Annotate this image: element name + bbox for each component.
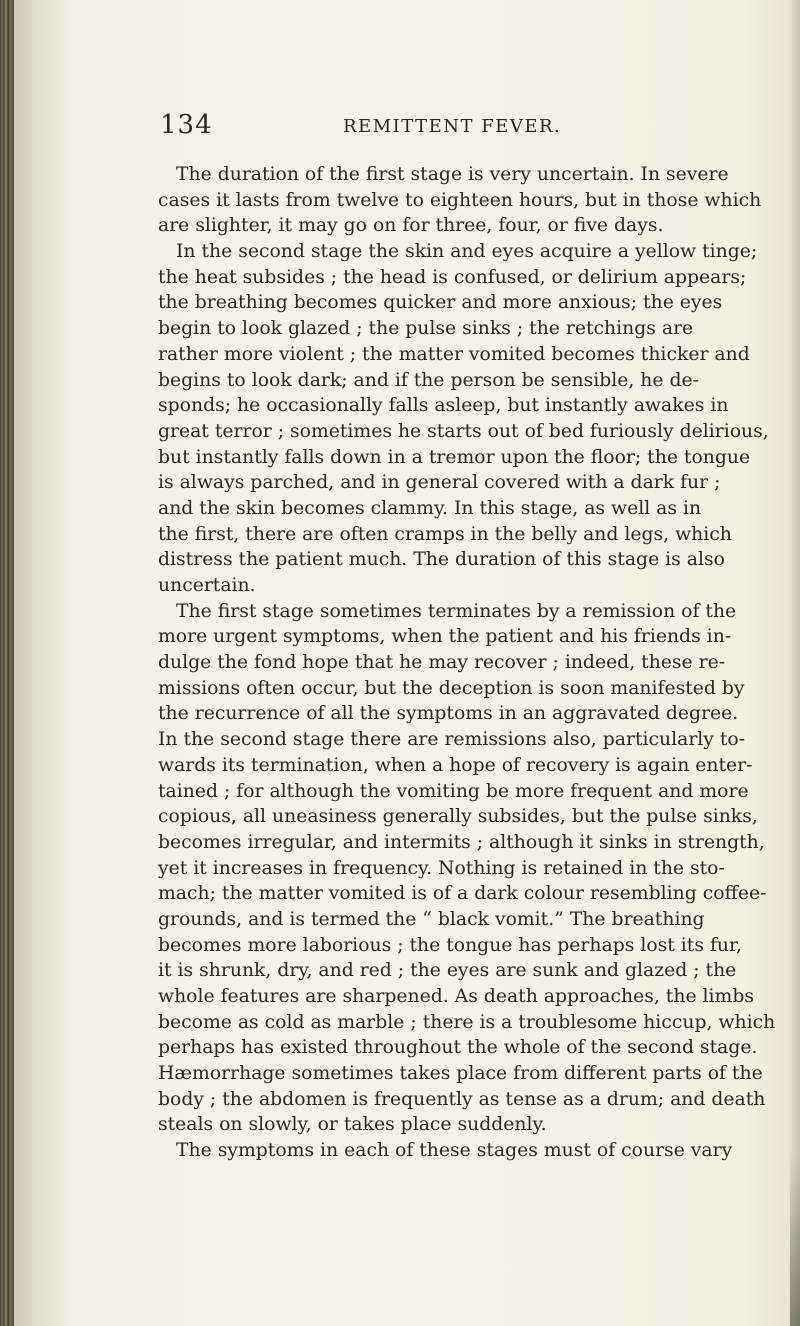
text-line: whole features are sharpened. As death approaches, the limbs (158, 986, 755, 1007)
page-edge (788, 0, 800, 1326)
text-line: wards its termination, when a hope of recovery is again enter- (158, 754, 753, 776)
text-line: tained ; for although the vomiting be more frequent and more (158, 780, 749, 802)
text-line: great terror ; sometimes he starts out of bed furiously delirious, (158, 420, 769, 442)
text-line: uncertain. (158, 575, 256, 596)
text-line: the heat subsides ; the head is confused, or delirium appears; (158, 266, 747, 288)
text-line: steals on slowly, or takes place suddenly. (158, 1114, 547, 1136)
body-text (158, 162, 776, 1164)
text-line: becomes irregular, and intermits ; although it sinks in strength, (158, 831, 765, 853)
text-line: The duration of the first stage is very uncertain. In severe (176, 164, 729, 185)
text-line: The first stage sometimes terminates by a remission of the (176, 600, 737, 622)
book-binding (0, 0, 14, 1326)
text-line: are slighter, it may go on for three, four, or five days. (158, 215, 664, 237)
text-line: and the skin becomes clammy. In this stage, as well as in (158, 497, 702, 519)
text-line: it is shrunk, dry, and red ; the eyes are sunk and glazed ; the (158, 960, 737, 982)
page-header (160, 110, 800, 146)
text-line: dulge the fond hope that he may recover ; indeed, these re- (158, 652, 726, 674)
text-line: perhaps has existed throughout the whole of the second stage. (158, 1037, 758, 1059)
text-line: but instantly falls down in a tremor upon the floor; the tongue (158, 446, 751, 468)
text-line: become as cold as marble ; there is a troublesome hiccup, which (158, 1011, 776, 1033)
text-line: copious, all uneasiness generally subsides, but the pulse sinks, (158, 806, 758, 828)
text-line: becomes more laborious ; the tongue has perhaps lost its fur, (158, 934, 742, 956)
text-line: the recurrence of all the symptoms in an aggravated degree. (158, 703, 739, 725)
text-line: grounds, and is termed the “ black vomit.” The breathing (158, 908, 705, 930)
text-line: The symptoms in each of these stages must of course vary (176, 1140, 733, 1162)
text-line: the first, there are often cramps in the belly and legs, which (158, 523, 732, 545)
gutter-shadow (14, 0, 74, 1326)
text-line: missions often occur, but the deception is soon manifested by (158, 677, 745, 699)
text-line: sponds; he occasionally falls asleep, but instantly awakes in (158, 395, 729, 417)
text-line: rather more violent ; the matter vomited becomes thicker and (158, 343, 750, 365)
page-number: 134 (160, 110, 213, 140)
running-head: REMITTENT FEVER. (343, 116, 562, 137)
text-line: begins to look dark; and if the person be sensible, he de- (158, 369, 699, 391)
text-line: mach; the matter vomited is of a dark colour resembling coffee- (158, 883, 767, 905)
text-line: more urgent symptoms, when the patient and his friends in- (158, 626, 732, 648)
text-line: yet it increases in frequency. Nothing is retained in the sto- (158, 857, 725, 879)
text-line: Hæmorrhage sometimes takes place from different parts of the (158, 1063, 763, 1085)
text-line: In the second stage the skin and eyes acquire a yellow tinge; (176, 241, 758, 263)
text-line: begin to look glazed ; the pulse sinks ; the retchings are (158, 318, 694, 340)
text-line: cases it lasts from twelve to eighteen hours, but in those which (158, 189, 762, 211)
page-edge-shadow (790, 1150, 800, 1326)
text-line: distress the patient much. The duration of this stage is also (158, 549, 725, 571)
text-line: body ; the abdomen is frequently as tense as a drum; and death (158, 1088, 766, 1110)
text-line: the breathing becomes quicker and more anxious; the eyes (158, 292, 723, 314)
text-line: is always parched, and in general covered with a dark fur ; (158, 472, 721, 494)
text-line: In the second stage there are remissions also, particularly to- (158, 729, 746, 751)
